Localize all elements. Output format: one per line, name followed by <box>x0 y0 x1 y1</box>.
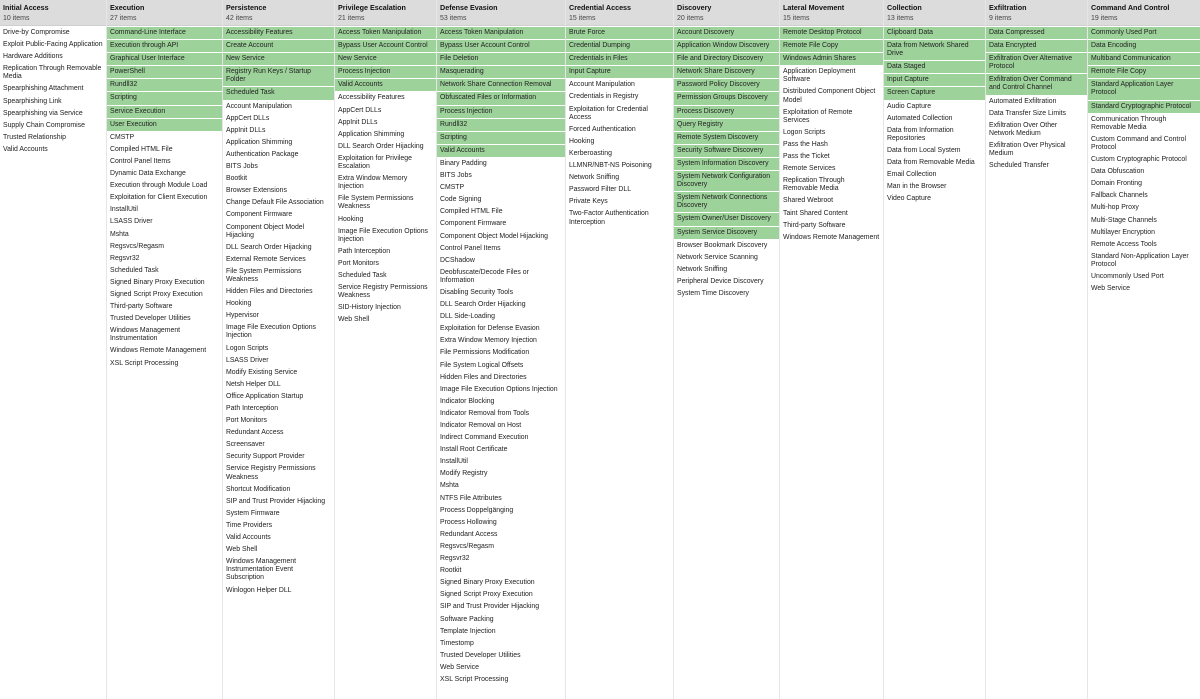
technique-cell-highlighted[interactable]: Permission Groups Discovery <box>674 92 779 105</box>
technique-cell[interactable]: Mshta <box>110 230 129 238</box>
technique-cell[interactable]: Spearphishing via Service <box>3 109 83 117</box>
technique-cell[interactable]: Indicator Removal on Host <box>440 422 522 429</box>
tactic-item-count: 42 items <box>226 15 253 22</box>
technique-cell[interactable]: Image File Execution Options Injection <box>338 227 429 243</box>
technique-cell[interactable]: Browser Bookmark Discovery <box>677 241 768 249</box>
technique-cell[interactable]: Port Monitors <box>338 259 379 267</box>
technique-cell-highlighted[interactable]: Network Share Connection Removal <box>437 79 565 92</box>
technique-cell-highlighted[interactable]: Screen Capture <box>884 87 985 100</box>
technique-list <box>223 26 334 597</box>
tactic-title: Lateral Movement <box>783 3 845 12</box>
technique-cell[interactable]: Image File Execution Options Injection <box>440 385 558 393</box>
technique-cell[interactable]: Windows Management Instrumentation <box>110 327 181 343</box>
tactic-column-command-and-control <box>1088 0 1200 699</box>
technique-cell[interactable]: Change Default File Association <box>226 199 324 207</box>
technique-cell[interactable]: Application Shimming <box>338 130 405 138</box>
technique-cell[interactable]: Automated Collection <box>887 114 953 122</box>
technique-list <box>884 26 985 205</box>
tactic-title: Command And Control <box>1091 3 1170 12</box>
technique-cell[interactable]: Bootkit <box>226 175 248 183</box>
technique-cell-highlighted[interactable]: Commonly Used Port <box>1088 27 1200 40</box>
technique-cell[interactable]: Windows Remote Management <box>783 233 880 241</box>
technique-cell[interactable]: Exfiltration Over Physical Medium <box>989 141 1066 158</box>
technique-cell-highlighted[interactable]: Registry Run Keys / Startup Folder <box>223 66 334 87</box>
technique-cell[interactable]: BITS Jobs <box>226 163 258 171</box>
technique-cell[interactable]: Third-party Software <box>783 221 846 229</box>
technique-cell[interactable]: Network Service Scanning <box>677 253 758 261</box>
technique-cell-highlighted[interactable]: Remote File Copy <box>1088 66 1200 79</box>
technique-cell[interactable]: Distributed Component Object Model <box>783 88 876 104</box>
technique-cell[interactable]: Mshta <box>440 482 459 490</box>
tactic-column-exfiltration <box>986 0 1088 699</box>
technique-cell[interactable]: Hypervisor <box>226 312 259 320</box>
technique-cell[interactable]: Replication Through Removable Media <box>3 65 102 81</box>
technique-cell[interactable]: Trusted Developer Utilities <box>440 651 521 659</box>
tactic-title: Persistence <box>226 3 267 12</box>
technique-cell[interactable]: Data Transfer Size Limits <box>989 109 1066 117</box>
technique-cell[interactable]: Web Shell <box>338 316 370 324</box>
tactic-header[interactable] <box>566 0 673 26</box>
technique-cell[interactable]: Multi-hop Proxy <box>1091 204 1139 212</box>
technique-cell[interactable]: Pass the Hash <box>783 140 828 148</box>
technique-cell[interactable]: Hardware Additions <box>3 53 63 61</box>
technique-cell[interactable]: Extra Window Memory Injection <box>338 175 408 191</box>
technique-cell-highlighted[interactable]: Remote Desktop Protocol <box>780 27 883 40</box>
technique-cell-highlighted[interactable]: Graphical User Interface <box>107 53 222 66</box>
tactic-item-count: 27 items <box>110 15 137 22</box>
technique-cell[interactable]: Service Registry Permissions Weakness <box>226 465 316 481</box>
technique-cell-highlighted[interactable]: Standard Application Layer Protocol <box>1088 79 1200 100</box>
technique-cell[interactable]: File System Permissions Weakness <box>338 195 414 211</box>
technique-cell[interactable]: BITS Jobs <box>440 172 472 180</box>
technique-cell[interactable]: Windows Management Instrumentation Event Subscription <box>226 558 297 582</box>
technique-cell-highlighted[interactable]: System Network Connections Discovery <box>674 192 779 213</box>
technique-cell[interactable]: Trusted Relationship <box>3 133 66 141</box>
tactic-title: Collection <box>887 3 922 12</box>
tactic-title: Credential Access <box>569 3 632 12</box>
technique-cell[interactable]: Code Signing <box>440 196 482 204</box>
technique-cell-highlighted[interactable]: File and Directory Discovery <box>674 53 779 66</box>
technique-cell[interactable]: Scheduled Transfer <box>989 162 1049 170</box>
technique-cell[interactable]: Two-Factor Authentication Interception <box>569 210 649 226</box>
technique-cell[interactable]: Custom Cryptographic Protocol <box>1091 156 1187 164</box>
technique-cell-highlighted[interactable]: System Owner/User Discovery <box>674 213 779 226</box>
technique-cell[interactable]: Deobfuscate/Decode Files or Information <box>440 268 529 284</box>
technique-cell[interactable]: InstallUtil <box>110 206 138 214</box>
technique-cell[interactable]: Exploitation for Client Execution <box>110 194 208 202</box>
technique-cell[interactable]: Regsvr32 <box>110 254 140 262</box>
technique-cell-highlighted[interactable]: Execution through API <box>107 40 222 53</box>
technique-cell[interactable]: Application Shimming <box>226 138 293 146</box>
technique-cell[interactable]: Video Capture <box>887 195 931 203</box>
technique-cell-highlighted[interactable]: Scripting <box>107 92 222 105</box>
technique-cell[interactable]: Template Injection <box>440 627 496 635</box>
technique-cell[interactable]: Application Deployment Software <box>783 68 856 84</box>
technique-list <box>107 26 222 370</box>
technique-cell[interactable]: Accessibility Features <box>338 94 405 102</box>
technique-cell[interactable]: Compiled HTML File <box>110 145 173 153</box>
technique-cell[interactable]: AppInit DLLs <box>226 126 266 134</box>
technique-cell[interactable]: Indirect Command Execution <box>440 434 529 442</box>
technique-cell[interactable]: Spearphishing Link <box>3 97 62 105</box>
technique-cell[interactable]: Shared Webroot <box>783 197 834 205</box>
technique-cell[interactable]: Control Panel Items <box>440 244 501 252</box>
tactic-column-collection <box>884 0 986 699</box>
technique-cell[interactable]: Hooking <box>338 215 364 223</box>
technique-cell-highlighted[interactable]: Exfiltration Over Command and Control Channel <box>986 74 1087 95</box>
technique-cell-highlighted[interactable]: PowerShell <box>107 66 222 79</box>
technique-cell[interactable]: Replication Through Removable Media <box>783 177 845 193</box>
technique-cell-highlighted[interactable]: Data Compressed <box>986 27 1087 40</box>
technique-cell-highlighted[interactable]: Application Window Discovery <box>674 40 779 53</box>
technique-cell[interactable]: Multi-Stage Channels <box>1091 216 1157 224</box>
technique-cell-highlighted[interactable]: Rundll32 <box>107 79 222 92</box>
technique-cell[interactable]: Trusted Developer Utilities <box>110 315 191 323</box>
tactic-column-execution <box>107 0 223 699</box>
technique-list <box>437 26 565 686</box>
technique-cell-highlighted[interactable]: System Network Configuration Discovery <box>674 171 779 192</box>
technique-cell[interactable]: Timestomp <box>440 639 474 647</box>
technique-cell[interactable]: Drive-by Compromise <box>3 29 70 36</box>
technique-cell[interactable]: Dynamic Data Exchange <box>110 170 186 178</box>
technique-cell[interactable]: System Firmware <box>226 509 280 517</box>
tactic-title: Discovery <box>677 3 712 12</box>
technique-cell[interactable]: Component Object Model Hijacking <box>440 232 549 240</box>
technique-cell[interactable]: SIP and Trust Provider Hijacking <box>226 497 326 505</box>
tactic-title: Execution <box>110 3 145 12</box>
technique-cell[interactable]: File System Permissions Weakness <box>226 267 302 283</box>
technique-cell[interactable]: Exploitation for Privilege Escalation <box>338 154 412 171</box>
technique-cell[interactable]: Remote Services <box>783 165 836 173</box>
technique-cell[interactable]: Data from Information Repositories <box>887 126 954 142</box>
technique-cell[interactable]: Valid Accounts <box>226 534 271 542</box>
technique-cell-highlighted[interactable]: Create Account <box>223 40 334 53</box>
technique-cell[interactable]: AppInit DLLs <box>338 118 378 126</box>
technique-cell-highlighted[interactable]: Rundll32 <box>437 119 565 132</box>
technique-cell[interactable]: Pass the Ticket <box>783 153 830 161</box>
technique-cell[interactable]: Authentication Package <box>226 150 299 158</box>
technique-cell-highlighted[interactable]: Scripting <box>437 132 565 145</box>
technique-cell-highlighted[interactable]: Obfuscated Files or Information <box>437 92 565 105</box>
technique-cell[interactable]: Data from Removable Media <box>887 159 975 167</box>
technique-cell[interactable]: Regsvcs/Regasm <box>110 242 164 250</box>
technique-cell[interactable]: Office Application Startup <box>226 392 304 400</box>
technique-cell[interactable]: Communication Through Removable Media <box>1091 115 1167 131</box>
technique-cell[interactable]: Control Panel Items <box>110 157 171 165</box>
technique-cell[interactable]: Fallback Channels <box>1091 192 1148 200</box>
technique-cell-highlighted[interactable]: Valid Accounts <box>335 79 436 92</box>
technique-cell[interactable]: Spearphishing Attachment <box>3 85 84 93</box>
technique-cell[interactable]: Port Monitors <box>226 417 267 425</box>
technique-cell[interactable]: Indicator Blocking <box>440 397 495 405</box>
tactic-item-count: 21 items <box>338 15 365 22</box>
technique-cell-highlighted[interactable]: Brute Force <box>566 27 673 40</box>
technique-cell[interactable]: Signed Binary Proxy Execution <box>110 278 205 286</box>
technique-cell[interactable]: Regsvr32 <box>440 555 470 563</box>
technique-cell[interactable]: LSASS Driver <box>110 218 153 226</box>
technique-cell-highlighted[interactable]: Data Encrypted <box>986 40 1087 53</box>
technique-cell[interactable]: Redundant Access <box>226 429 284 437</box>
technique-cell[interactable]: Rootkit <box>440 567 462 575</box>
tactic-item-count: 15 items <box>569 15 596 22</box>
technique-cell[interactable]: CMSTP <box>440 184 465 192</box>
technique-cell[interactable]: Kerberoasting <box>569 149 612 157</box>
technique-cell-highlighted[interactable]: File Deletion <box>437 53 565 66</box>
tactic-header[interactable] <box>107 0 222 26</box>
technique-cell[interactable]: Exploit Public-Facing Application <box>3 41 103 49</box>
technique-cell[interactable]: Taint Shared Content <box>783 209 848 217</box>
technique-cell[interactable]: Logon Scripts <box>226 344 269 352</box>
technique-cell-highlighted[interactable]: Data from Network Shared Drive <box>884 40 985 61</box>
technique-list <box>1088 26 1200 295</box>
technique-cell-highlighted[interactable]: Account Discovery <box>674 27 779 40</box>
tactic-column-persistence <box>223 0 335 699</box>
technique-cell-highlighted[interactable]: Standard Cryptographic Protocol <box>1088 101 1200 114</box>
technique-cell-highlighted[interactable]: Remote File Copy <box>780 40 883 53</box>
technique-cell[interactable]: AppCert DLLs <box>226 114 270 122</box>
tactic-column-lateral-movement <box>780 0 884 699</box>
technique-cell-highlighted[interactable]: Remote System Discovery <box>674 132 779 145</box>
technique-cell-highlighted[interactable]: Bypass User Account Control <box>335 40 436 53</box>
technique-cell[interactable]: File Permissions Modification <box>440 349 530 357</box>
tactic-title: Privilege Escalation <box>338 3 406 12</box>
technique-cell-highlighted[interactable]: New Service <box>335 53 436 66</box>
tactic-title: Defense Evasion <box>440 3 498 12</box>
technique-list <box>0 26 106 156</box>
technique-cell[interactable]: Private Keys <box>569 198 608 206</box>
technique-cell-highlighted[interactable]: Process Injection <box>335 66 436 79</box>
technique-cell-highlighted[interactable]: New Service <box>223 53 334 66</box>
technique-cell[interactable]: Install Root Certificate <box>440 446 508 454</box>
tactic-title: Initial Access <box>3 3 49 12</box>
technique-cell[interactable]: Image File Execution Options Injection <box>226 324 317 340</box>
tactic-header[interactable] <box>1088 0 1200 26</box>
technique-cell[interactable]: CMSTP <box>110 133 135 141</box>
technique-cell-highlighted[interactable]: Accessibility Features <box>223 27 334 40</box>
technique-cell[interactable]: LSASS Driver <box>226 356 269 364</box>
technique-cell[interactable]: NTFS File Attributes <box>440 494 502 502</box>
technique-cell[interactable]: Shortcut Modification <box>226 485 291 493</box>
tactic-column-defense-evasion <box>437 0 566 699</box>
technique-cell[interactable]: InstallUtil <box>440 458 468 466</box>
technique-cell-highlighted[interactable]: Bypass User Account Control <box>437 40 565 53</box>
technique-cell[interactable]: Web Shell <box>226 546 258 554</box>
technique-cell[interactable]: Domain Fronting <box>1091 180 1142 188</box>
technique-cell[interactable]: Data Obfuscation <box>1091 168 1145 176</box>
technique-cell[interactable]: Account Manipulation <box>569 81 635 89</box>
technique-cell[interactable]: Multilayer Encryption <box>1091 228 1155 236</box>
technique-cell[interactable]: Custom Command and Control Protocol <box>1091 135 1186 151</box>
technique-cell[interactable]: Account Manipulation <box>226 102 292 110</box>
tactic-item-count: 20 items <box>677 15 704 22</box>
technique-cell[interactable]: Binary Padding <box>440 159 487 167</box>
tactic-header[interactable] <box>223 0 334 26</box>
technique-cell[interactable]: External Remote Services <box>226 255 306 263</box>
technique-cell[interactable]: SIP and Trust Provider Hijacking <box>440 603 540 611</box>
technique-cell[interactable]: Exfiltration Over Other Network Medium <box>989 121 1058 137</box>
technique-cell[interactable]: SID-History Injection <box>338 304 401 312</box>
technique-cell[interactable]: Scheduled Task <box>110 266 159 274</box>
technique-cell-highlighted[interactable]: Security Software Discovery <box>674 145 779 158</box>
technique-cell[interactable]: Data from Local System <box>887 146 961 154</box>
technique-cell[interactable]: System Time Discovery <box>677 289 749 297</box>
technique-cell[interactable]: Automated Exfiltration <box>989 97 1057 105</box>
tactic-header[interactable] <box>437 0 565 26</box>
technique-cell[interactable]: Component Object Model Hijacking <box>226 223 305 239</box>
technique-cell[interactable]: Standard Non-Application Layer Protocol <box>1091 252 1189 268</box>
technique-cell[interactable]: Network Sniffing <box>569 174 620 182</box>
technique-cell[interactable]: Password Filter DLL <box>569 186 632 194</box>
technique-cell[interactable]: Man in the Browser <box>887 183 947 191</box>
technique-cell[interactable]: Service Registry Permissions Weakness <box>338 284 428 300</box>
technique-cell[interactable]: Component Firmware <box>440 220 507 228</box>
technique-cell-highlighted[interactable]: System Information Discovery <box>674 158 779 171</box>
technique-cell[interactable]: Network Sniffing <box>677 265 728 273</box>
technique-cell[interactable]: Valid Accounts <box>3 145 48 153</box>
technique-cell-highlighted[interactable]: Valid Accounts <box>437 145 565 158</box>
technique-cell[interactable]: Exploitation for Credential Access <box>569 105 648 121</box>
technique-cell[interactable]: Software Packing <box>440 615 494 623</box>
technique-cell-highlighted[interactable]: Masquerading <box>437 66 565 79</box>
tactic-header[interactable] <box>674 0 779 26</box>
tactic-item-count: 9 items <box>989 15 1012 22</box>
technique-cell[interactable]: Forced Authentication <box>569 125 636 133</box>
technique-cell[interactable]: Uncommonly Used Port <box>1091 272 1164 280</box>
technique-cell[interactable]: Hidden Files and Directories <box>226 288 313 296</box>
technique-cell-highlighted[interactable]: Windows Admin Shares <box>780 53 883 66</box>
technique-cell[interactable]: Signed Script Proxy Execution <box>440 591 533 599</box>
tactic-item-count: 13 items <box>887 15 914 22</box>
technique-cell[interactable]: Hidden Files and Directories <box>440 373 527 381</box>
technique-cell-highlighted[interactable]: System Service Discovery <box>674 227 779 240</box>
technique-cell[interactable]: Modify Registry <box>440 470 488 478</box>
technique-cell[interactable]: Scheduled Task <box>338 271 387 279</box>
technique-cell-highlighted[interactable]: Command-Line Interface <box>107 27 222 40</box>
tactic-item-count: 53 items <box>440 15 467 22</box>
technique-cell[interactable]: Logon Scripts <box>783 128 826 136</box>
tactic-item-count: 19 items <box>1091 15 1118 22</box>
technique-list <box>335 26 436 326</box>
technique-cell-highlighted[interactable]: Multiband Communication <box>1088 53 1200 66</box>
technique-cell[interactable]: DLL Search Order Hijacking <box>338 142 424 150</box>
technique-cell[interactable]: Screensaver <box>226 441 265 449</box>
technique-cell-highlighted[interactable]: Input Capture <box>566 66 673 79</box>
technique-cell-highlighted[interactable]: User Execution <box>107 119 222 132</box>
tactic-header[interactable] <box>0 0 106 26</box>
technique-cell[interactable]: Windows Remote Management <box>110 347 207 355</box>
technique-cell[interactable]: Credentials in Registry <box>569 93 639 101</box>
technique-cell-highlighted[interactable]: Process Injection <box>437 106 565 119</box>
technique-cell[interactable]: DLL Search Order Hijacking <box>440 301 526 309</box>
technique-list <box>780 26 883 244</box>
technique-cell[interactable]: Security Support Provider <box>226 453 305 461</box>
technique-cell[interactable]: XSL Script Processing <box>440 675 509 683</box>
technique-cell[interactable]: Netsh Helper DLL <box>226 380 281 388</box>
technique-cell[interactable]: Supply Chain Compromise <box>3 121 85 129</box>
technique-cell[interactable]: DLL Side-Loading <box>440 313 495 321</box>
technique-cell-highlighted[interactable]: Access Token Manipulation <box>437 27 565 40</box>
technique-cell[interactable]: Time Providers <box>226 521 273 529</box>
technique-cell[interactable]: XSL Script Processing <box>110 359 179 367</box>
technique-list <box>566 26 673 229</box>
technique-cell-highlighted[interactable]: Credential Dumping <box>566 40 673 53</box>
technique-cell[interactable]: Web Service <box>1091 285 1130 293</box>
technique-cell-highlighted[interactable]: Exfiltration Over Alternative Protocol <box>986 53 1087 74</box>
technique-cell[interactable]: LLMNR/NBT-NS Poisoning <box>569 162 652 170</box>
technique-cell[interactable]: Path Interception <box>338 247 391 255</box>
technique-cell-highlighted[interactable]: Password Policy Discovery <box>674 79 779 92</box>
technique-cell[interactable]: Indicator Removal from Tools <box>440 409 530 417</box>
technique-cell[interactable]: Process Doppelgänging <box>440 506 514 514</box>
technique-cell[interactable]: Path Interception <box>226 405 279 412</box>
technique-list <box>986 26 1087 172</box>
technique-cell[interactable]: Redundant Access <box>440 530 498 538</box>
technique-cell[interactable]: Exploitation of Remote Services <box>783 108 853 124</box>
technique-cell[interactable]: Peripheral Device Discovery <box>677 277 764 285</box>
tactic-header[interactable] <box>986 0 1087 26</box>
technique-cell[interactable]: Web Service <box>440 663 479 671</box>
technique-cell[interactable]: DLL Search Order Hijacking <box>226 243 312 251</box>
technique-cell[interactable]: Compiled HTML File <box>440 208 503 216</box>
technique-cell-highlighted[interactable]: Clipboard Data <box>884 27 985 40</box>
technique-cell[interactable]: Email Collection <box>887 171 937 179</box>
technique-cell[interactable]: Process Hollowing <box>440 518 497 526</box>
tactic-header[interactable] <box>780 0 883 26</box>
technique-cell[interactable]: Remote Access Tools <box>1091 240 1157 248</box>
technique-cell-highlighted[interactable]: Data Encoding <box>1088 40 1200 53</box>
tactic-item-count: 15 items <box>783 15 810 22</box>
tactic-column-privilege-escalation <box>335 0 437 699</box>
technique-cell[interactable]: Regsvcs/Regasm <box>440 542 494 550</box>
technique-cell-highlighted[interactable]: Network Share Discovery <box>674 66 779 79</box>
tactic-column-credential-access <box>566 0 674 699</box>
tactic-item-count: 10 items <box>3 15 30 22</box>
tactic-header[interactable] <box>884 0 985 26</box>
tactic-header[interactable] <box>335 0 436 26</box>
technique-cell[interactable]: Winlogon Helper DLL <box>226 586 292 594</box>
technique-cell[interactable]: Hooking <box>226 300 252 308</box>
tactic-title: Exfiltration <box>989 3 1027 12</box>
technique-cell-highlighted[interactable]: Service Execution <box>107 106 222 119</box>
technique-cell[interactable]: Execution through Module Load <box>110 182 208 190</box>
technique-cell[interactable]: Component Firmware <box>226 211 293 219</box>
technique-cell[interactable]: Signed Script Proxy Execution <box>110 290 203 298</box>
tactic-column-discovery <box>674 0 780 699</box>
tactic-column-initial-access <box>0 0 107 699</box>
technique-cell-highlighted[interactable]: Input Capture <box>884 74 985 87</box>
technique-cell[interactable]: Exploitation for Defense Evasion <box>440 325 540 333</box>
technique-cell[interactable]: Modify Existing Service <box>226 368 298 376</box>
technique-cell[interactable]: Third-party Software <box>110 303 173 311</box>
technique-cell[interactable]: Disabling Security Tools <box>440 288 514 296</box>
technique-cell[interactable]: AppCert DLLs <box>338 106 382 114</box>
technique-cell-highlighted[interactable]: Data Staged <box>884 61 985 74</box>
technique-cell[interactable]: Hooking <box>569 137 595 145</box>
technique-cell-highlighted[interactable]: Query Registry <box>674 119 779 132</box>
technique-cell[interactable]: Signed Binary Proxy Execution <box>440 579 535 587</box>
technique-cell-highlighted[interactable]: Credentials in Files <box>566 53 673 66</box>
technique-list <box>674 26 779 300</box>
technique-cell[interactable]: DCShadow <box>440 256 475 264</box>
technique-cell[interactable]: Extra Window Memory Injection <box>440 337 537 345</box>
technique-cell-highlighted[interactable]: Scheduled Task <box>223 87 334 100</box>
technique-cell[interactable]: Browser Extensions <box>226 187 287 195</box>
technique-cell-highlighted[interactable]: Access Token Manipulation <box>335 27 436 40</box>
technique-cell[interactable]: File System Logical Offsets <box>440 361 524 369</box>
technique-cell-highlighted[interactable]: Process Discovery <box>674 106 779 119</box>
technique-cell[interactable]: Audio Capture <box>887 102 932 110</box>
